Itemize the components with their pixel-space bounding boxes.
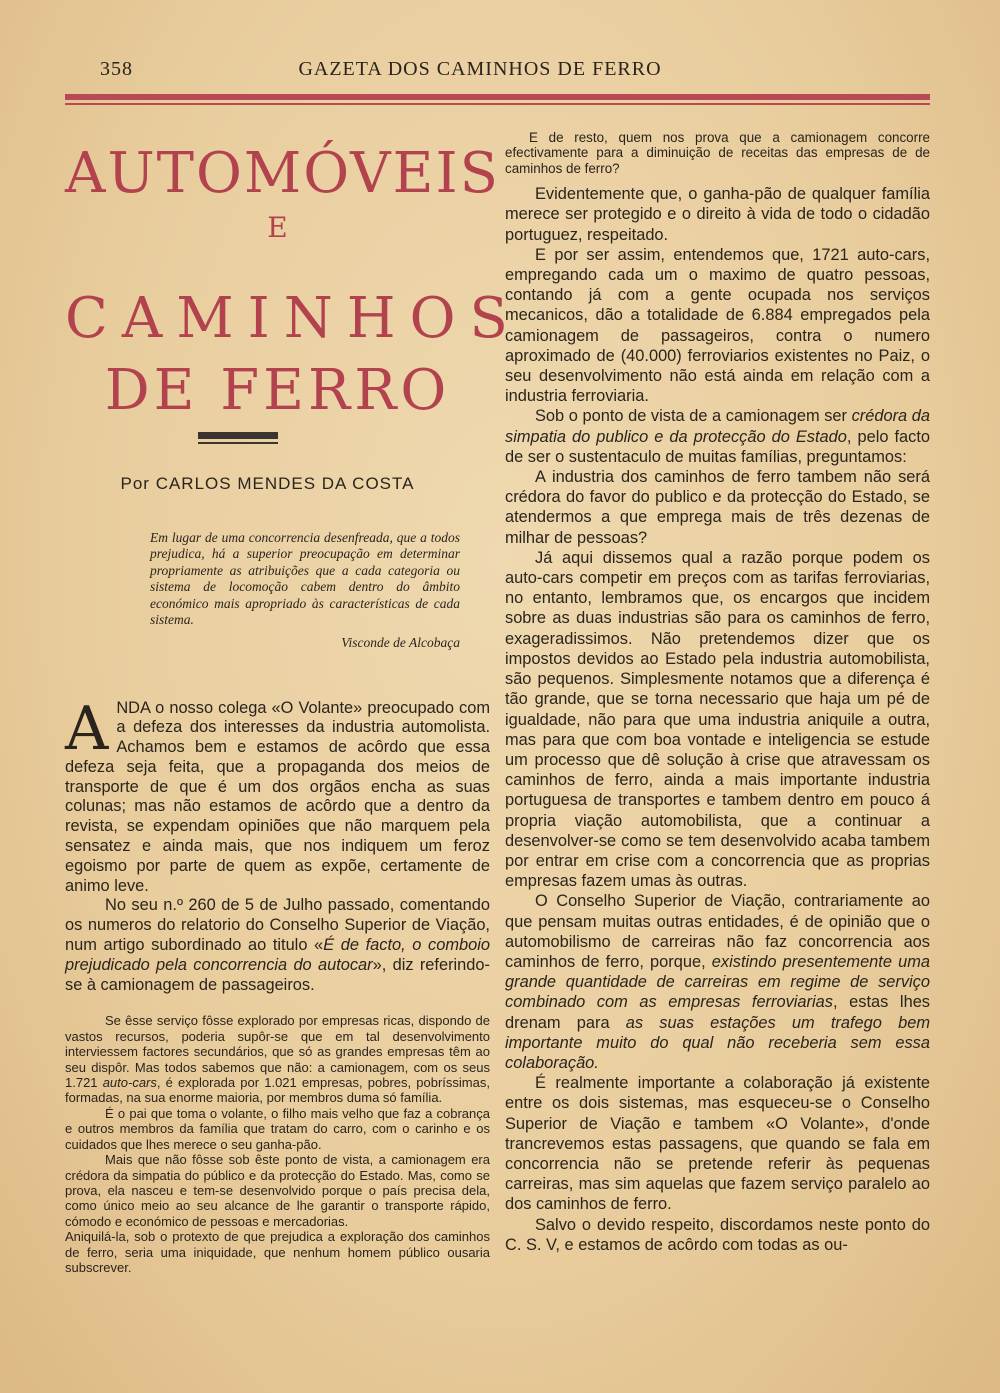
paragraph-1-text: NDA o nosso colega «O Volante» preocupado com a defeza dos interesses da industria automolista. Achamos bem e estamos de acôrdo que essa defeza seja feita, que a propaganda dos meios de transporte de que é um dos orgãos encha as suas colunas; mas não estamos de acôrdo que a dentro da revista, se expendam opiniões que não marquem pela sensatez e ainda mais, que nos indiquem um feroz egoismo por parte de quem as expõe, certamente de animo leve. <box>65 698 490 895</box>
right-paragraph-9: Salvo o devido respeito, discordamos neste ponto do C. S. V, e estamos de acôrdo com todas as ou- <box>505 1215 930 1254</box>
title-ornament-rule <box>198 442 278 444</box>
drop-cap: A <box>65 693 109 764</box>
page-number: 358 <box>100 58 133 80</box>
paragraph-2-italic: É de facto, o comboio prejudicado pela concorrencia do autocar <box>65 936 490 974</box>
header-rule-thin <box>65 103 930 105</box>
right-paragraph-1: E de resto, quem nos prova que a camionagem concorre efectivamente para a diminuição de receitas das empresas de de caminhos de ferro? <box>505 130 930 176</box>
right-paragraph-7-italic-2: as suas estações um trafego bem importante muito do qual não receberia sem essa colaboração. <box>505 1013 930 1072</box>
quote-1-italic: auto-cars <box>102 1075 157 1091</box>
quote-paragraph-4: Aniquilá-la, sob o protexto de que prejudica a exploração dos caminhos de ferro, seria uma iniquidade, que nenhum homem público ousaria subscrever. <box>65 1229 490 1275</box>
paragraph-2-text-a: No seu n.º 260 de 5 de Julho passado, comentando os numeros do relatorio do Conselho Superior de Viação, num artigo subordinado ao titulo « <box>65 896 490 955</box>
quote-paragraph-2: É o pai que toma o volante, o filho mais velho que faz a cobrança e outros membros da família que tratam do carro, com o carinho e os cuidados que lhes merece o seu ganha-pão. <box>65 1105 490 1152</box>
epigraph: Em lugar de uma concorrencia desenfreada, que a todos prejudica, há a superior preocupação em determinar propriamente as atribuições que a cada categoria ou sistema de locomoção cabem dentro do âmbito económico mais apropriado às características de cada sistema. <box>150 529 460 627</box>
paragraph-2 <box>65 896 490 995</box>
right-paragraph-7-text-b: , estas lhes drenam para <box>505 993 930 1032</box>
quote-1-text-a: Se êsse serviço fôsse explorado por empresas ricas, dispondo de vastos recursos, poderia supôr-se que em tal desenvolvimento interviessem factores secundários, que só as grandes empresas têm ao seu dispôr. Mas todos sabemos que não: a camionagem, com os seus 1.721 <box>65 1013 490 1091</box>
right-paragraph-4-text-a: Sob o ponto de vista de a camionagem ser <box>535 407 852 426</box>
article-title-line-3: CAMINHOS <box>65 286 522 351</box>
right-paragraph-7-text-a: O Conselho Superior de Viação, contrariamente ao que pensam muitas outras entidades, é de opinião que o automobilismo de carreiras não faz concorrencia aos caminhos de ferro, porque, <box>505 892 930 971</box>
quoted-passage <box>65 1013 490 1275</box>
header-rule-thick <box>65 94 930 100</box>
paragraph-1 <box>65 693 490 897</box>
right-paragraph-2: Evidentemente que, o ganha-pão de qualquer família merece ser protegido e o direito à vida de todo o cidadão portuguez, respeitado. <box>505 185 930 244</box>
quote-paragraph-1 <box>65 1013 490 1105</box>
paragraph-2-text-b: », diz referindo-se à camionagem de passageiros. <box>65 955 490 994</box>
title-ornament-bar <box>198 432 278 439</box>
right-paragraph-5: A industria dos caminhos de ferro tambem não será crédora do favor do publico e da protecção do Estado, se atendermos a que emprega mais de três dezenas de milhar de pessoas? <box>505 468 930 547</box>
quote-1-text-b: , é explorada por 1.021 empresas, pobres, pobríssimas, formadas, na sua enorme maioria, por membros duma só família. <box>65 1075 490 1106</box>
right-paragraph-6: Já aqui dissemos qual a razão porque podem os auto-cars competir em preços com as tarifas ferroviarias, no entanto, lembramos que, os encargos que incidem sobre as duas industrias são para os caminhos de ferro, exageradissimos. Não pretendemos dizer que os impostos devidos ao Estado pela industria automobilista, são pequenos. Simplesmente notamos que a diferença é tão grande, que se torna necessario que haja um pé de igualdade, não para que uma industria aniquile a outra, mas para que com boa vontade e inteligencia se estude um processo que dê solução à crise que atravessam os caminhos de ferro, ainda a mais importante industria portuguesa de transportes e tambem dentro em pouco á propria viação automobilista, que a continuar a desenvolver-se como se tem desenvolvido acaba tambem por entrar em crise com a concorrencia que as proprias empresas fazem umas às outras. <box>505 548 930 891</box>
article-title-line-2: E <box>267 211 288 244</box>
article-title-line-4: DE FERRO <box>104 358 451 423</box>
right-paragraph-4-text-b: , pelo facto de ser o sustentaculo de muitas famílias, preguntamos: <box>505 427 931 466</box>
right-paragraph-4-italic: crédora da simpatia do publico e da protecção do Estado <box>505 407 930 446</box>
right-paragraph-7 <box>505 891 930 1073</box>
article-title-line-1: AUTOMÓVEIS <box>65 141 500 206</box>
right-paragraph-8: É realmente importante a colaboração já existente entre os dois sistemas, mas esqueceu-se o Conselho Superior de Viação e tambem «O Volante», d'onde trancrevemos estas passagens, que quando se fala em concorrencia não se pretende referir às pequenas carreiras, mas sim aquelas que fazem serviço paralelo ao dos caminhos de ferro. <box>505 1074 930 1214</box>
right-paragraph-4 <box>505 406 930 467</box>
left-column <box>65 130 522 1275</box>
quote-paragraph-3: Mais que não fôsse sob êste ponto de vista, a camionagem era crédora da simpatia do público e da protecção do Estado. Mas, como se prova, ela nasceu e tem-se desenvolvido porque o país precisa dela, como único meio ao seu alcance de lhe garantir o transporte rápido, cómodo e económico de pessoas e mercadorias. <box>65 1152 490 1229</box>
byline: Por CARLOS MENDES DA COSTA <box>120 473 415 493</box>
journal-title: GAZETA DOS CAMINHOS DE FERRO <box>298 58 662 80</box>
right-column <box>505 130 930 1255</box>
right-paragraph-7-italic-1: existindo presentemente uma grande quantidade de carreiras em regime de serviço combinado com as empresas ferroviarias <box>505 952 930 1012</box>
right-paragraph-3: E por ser assim, entendemos que, 1721 auto-cars, empregando cada um o maximo de quatro pessoas, contando já com a gente ocupada nos serviços mecanicos, dão a totalidade de 6.884 empregados pela camionagem de passageiros, contra o numero aproximado de (40.000) ferroviarios existentes no Paiz, o seu desenvolvimento não está ainda em relação com a industria ferroviaria. <box>505 245 930 406</box>
epigraph-author: Visconde de Alcobaça <box>341 634 460 650</box>
